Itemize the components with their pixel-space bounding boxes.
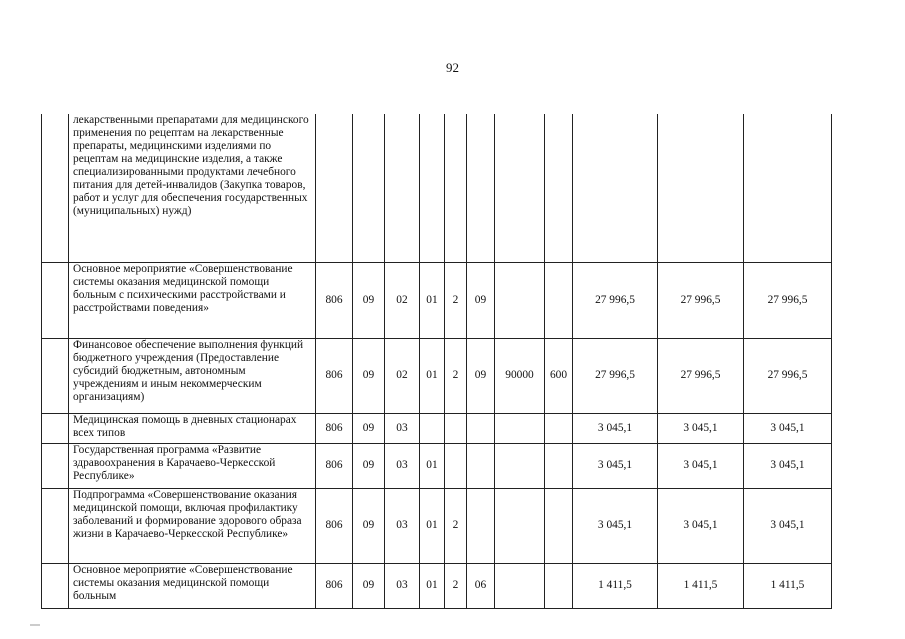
ministry-cell: 806	[316, 488, 353, 563]
number-cell	[42, 563, 69, 608]
subprogram-cell: 2	[445, 563, 467, 608]
section-cell: 09	[353, 413, 385, 443]
subprogram-cell: 2	[445, 262, 467, 338]
event-cell	[467, 443, 495, 488]
expense-type-cell	[545, 413, 573, 443]
subsection-cell: 03	[385, 413, 420, 443]
name-cell: Государственная программа «Развитие здравоохранения в Карачаево-Черкесской Республике»	[69, 443, 316, 488]
ministry-cell: 806	[316, 338, 353, 413]
ministry-cell: 806	[316, 563, 353, 608]
amount-cell: 3 045,1	[573, 413, 658, 443]
table-row	[42, 443, 832, 488]
direction-cell	[495, 443, 545, 488]
amount-cell	[573, 114, 658, 262]
direction-cell	[495, 114, 545, 262]
amount-cell: 27 996,5	[573, 262, 658, 338]
amount-cell: 3 045,1	[744, 413, 832, 443]
subsection-cell: 02	[385, 262, 420, 338]
direction-cell	[495, 413, 545, 443]
ministry-cell	[316, 114, 353, 262]
table-row	[42, 488, 832, 563]
table-row	[42, 114, 832, 262]
number-cell	[42, 488, 69, 563]
expense-type-cell	[545, 443, 573, 488]
table-row	[42, 413, 832, 443]
subsection-cell: 03	[385, 563, 420, 608]
event-cell	[467, 413, 495, 443]
program-cell: 01	[420, 338, 445, 413]
ministry-cell: 806	[316, 262, 353, 338]
ministry-cell: 806	[316, 413, 353, 443]
subsection-cell: 03	[385, 443, 420, 488]
section-cell	[353, 114, 385, 262]
program-cell	[420, 114, 445, 262]
program-cell: 01	[420, 262, 445, 338]
amount-cell: 1 411,5	[658, 563, 744, 608]
program-cell: 01	[420, 563, 445, 608]
amount-cell	[658, 114, 744, 262]
name-cell: Основное мероприятие «Совершенствование системы оказания медицинской помощи больным	[69, 563, 316, 608]
amount-cell: 3 045,1	[658, 413, 744, 443]
direction-cell	[495, 488, 545, 563]
number-cell	[42, 262, 69, 338]
expense-type-cell	[545, 563, 573, 608]
amount-cell: 1 411,5	[744, 563, 832, 608]
section-cell: 09	[353, 338, 385, 413]
amount-cell: 3 045,1	[573, 443, 658, 488]
event-cell	[467, 488, 495, 563]
number-cell	[42, 413, 69, 443]
amount-cell: 27 996,5	[658, 338, 744, 413]
amount-cell: 27 996,5	[658, 262, 744, 338]
name-cell: Медицинская помощь в дневных стационарах всех типов	[69, 413, 316, 443]
subprogram-cell	[445, 114, 467, 262]
amount-cell: 1 411,5	[573, 563, 658, 608]
section-cell: 09	[353, 262, 385, 338]
event-cell: 09	[467, 262, 495, 338]
table-row	[42, 262, 832, 338]
subsection-cell: 02	[385, 338, 420, 413]
amount-cell	[744, 114, 832, 262]
name-cell: Основное мероприятие «Совершенствование системы оказания медицинской помощи больным с психическими расстройствами и расстройствами поведения»	[69, 262, 316, 338]
amount-cell: 3 045,1	[744, 443, 832, 488]
expense-type-cell	[545, 114, 573, 262]
expense-type-cell: 600	[545, 338, 573, 413]
name-cell: Подпрограмма «Совершенствование оказания медицинской помощи, включая профилактику заболеваний и формирование здорового образа жизни в Карачаево-Черкесской Республике»	[69, 488, 316, 563]
table-row	[42, 338, 832, 413]
expense-type-cell	[545, 488, 573, 563]
subsection-cell	[385, 114, 420, 262]
scan-mark	[30, 624, 40, 626]
direction-cell	[495, 563, 545, 608]
amount-cell: 3 045,1	[744, 488, 832, 563]
section-cell: 09	[353, 563, 385, 608]
number-cell	[42, 443, 69, 488]
ministry-cell: 806	[316, 443, 353, 488]
name-cell: лекарственными препаратами для медицинского применения по рецептам на лекарственные препараты, медицинскими изделиями по рецептам на медицинские изделия, а также специализированными продуктами лечебного питания для детей-инвалидов (Закупка товаров, работ и услуг для обеспечения государственных (муниципальных) нужд)	[69, 114, 316, 262]
expense-type-cell	[545, 262, 573, 338]
number-cell	[42, 114, 69, 262]
amount-cell: 3 045,1	[573, 488, 658, 563]
amount-cell: 27 996,5	[744, 338, 832, 413]
program-cell	[420, 413, 445, 443]
event-cell: 09	[467, 338, 495, 413]
subprogram-cell: 2	[445, 488, 467, 563]
event-cell	[467, 114, 495, 262]
subsection-cell: 03	[385, 488, 420, 563]
section-cell: 09	[353, 488, 385, 563]
section-cell: 09	[353, 443, 385, 488]
amount-cell: 3 045,1	[658, 488, 744, 563]
subprogram-cell	[445, 443, 467, 488]
amount-cell: 27 996,5	[573, 338, 658, 413]
event-cell: 06	[467, 563, 495, 608]
program-cell: 01	[420, 443, 445, 488]
subprogram-cell	[445, 413, 467, 443]
table-row	[42, 563, 832, 608]
budget-table	[41, 114, 832, 609]
amount-cell: 27 996,5	[744, 262, 832, 338]
name-cell: Финансовое обеспечение выполнения функций бюджетного учреждения (Предоставление субсидий бюджетным, автономным учреждениям и иным некоммерческим организациям)	[69, 338, 316, 413]
page-number: 92	[446, 60, 459, 75]
subprogram-cell: 2	[445, 338, 467, 413]
direction-cell: 90000	[495, 338, 545, 413]
direction-cell	[495, 262, 545, 338]
number-cell	[42, 338, 69, 413]
program-cell: 01	[420, 488, 445, 563]
amount-cell: 3 045,1	[658, 443, 744, 488]
